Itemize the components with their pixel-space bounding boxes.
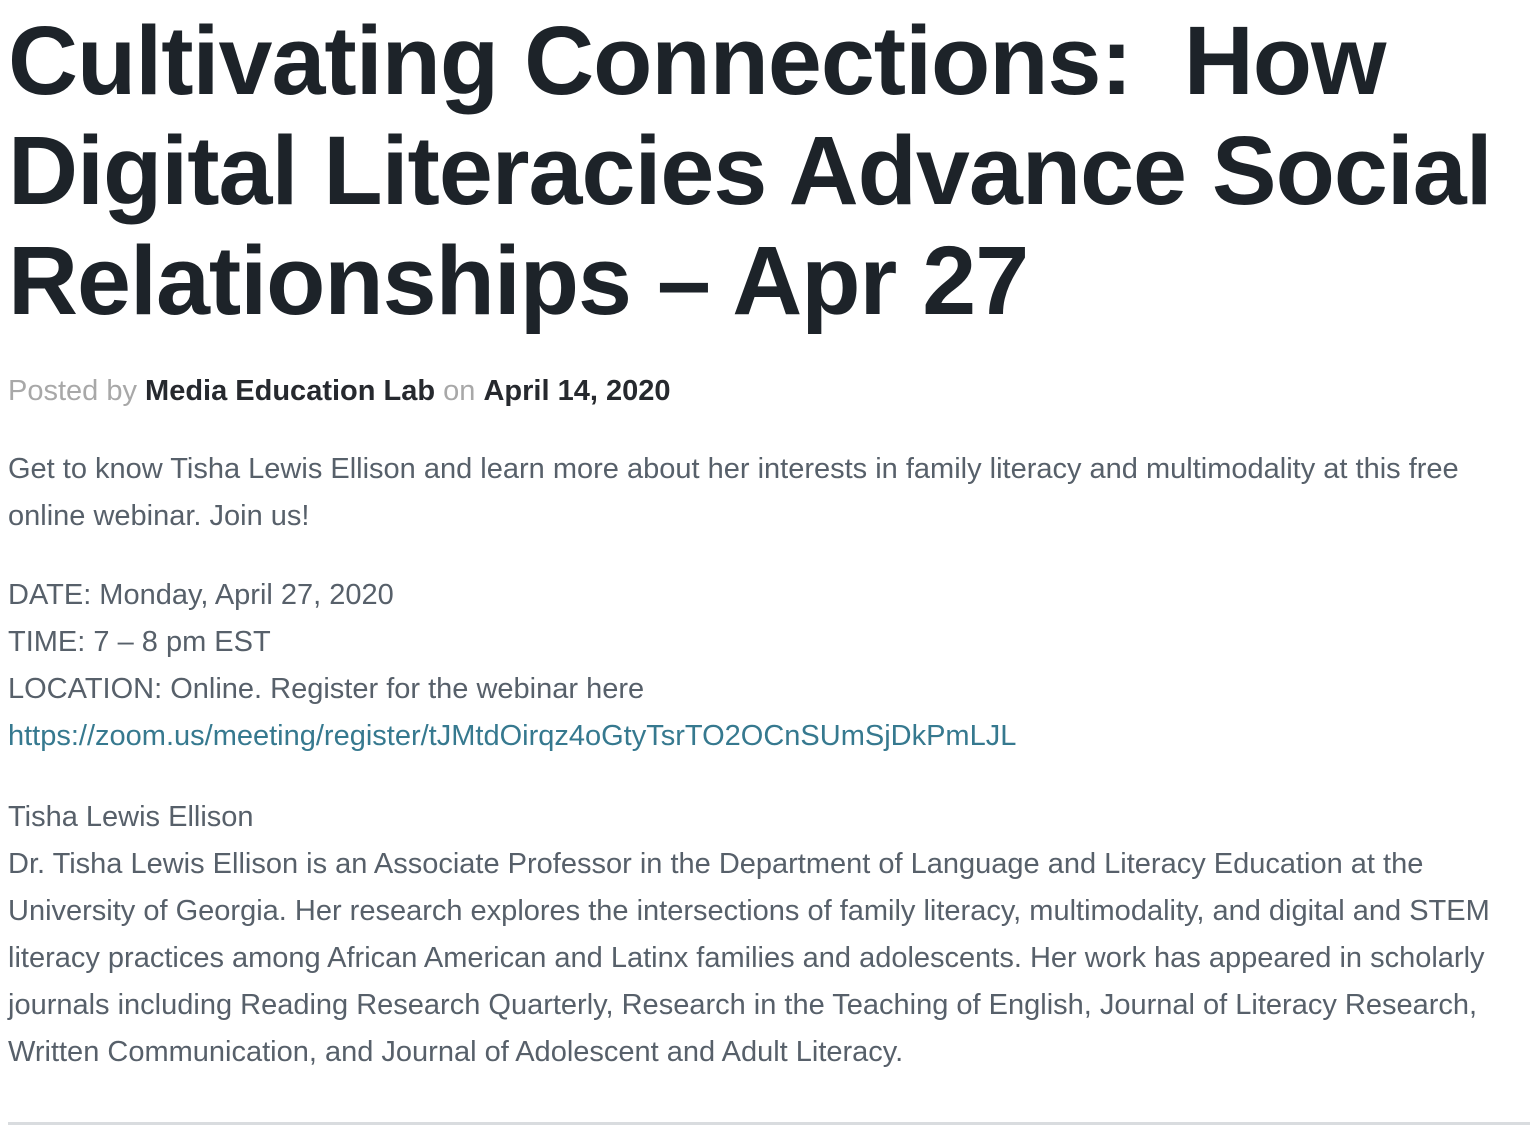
speaker-section bbox=[8, 794, 1520, 1076]
speaker-bio: Dr. Tisha Lewis Ellison is an Associate Professor in the Department of Language and Literacy Education at the University of Georgia. Her research explores the intersections of family literacy, multimodality, and digital and STEM literacy practices among African American and Latinx families and adolescents. Her work has appeared in scholarly journals including Reading Research Quarterly, Research in the Teaching of English, Journal of Literacy Research, Written Communication, and Journal of Adolescent and Adult Literacy. bbox=[8, 848, 1490, 1068]
registration-link[interactable]: https://zoom.us/meeting/register/tJMtdOirqz4oGtyTsrTO2OCnSUmSjDkPmLJL bbox=[8, 720, 1017, 752]
byline-date: April 14, 2020 bbox=[483, 375, 671, 407]
byline-prefix: Posted by bbox=[8, 375, 137, 407]
event-time: TIME: 7 – 8 pm EST bbox=[8, 626, 271, 658]
event-date: DATE: Monday, April 27, 2020 bbox=[8, 579, 394, 611]
byline bbox=[8, 373, 1520, 409]
byline-connector: on bbox=[443, 375, 476, 407]
page-bottom-divider bbox=[8, 1122, 1530, 1125]
event-location: LOCATION: Online. Register for the webinar here bbox=[8, 673, 645, 705]
event-details bbox=[8, 572, 1520, 760]
post-title: Cultivating Connections: How Digital Literacies Advance Social Relationships – Apr 27 bbox=[8, 6, 1518, 335]
intro-paragraph: Get to know Tisha Lewis Ellison and learn more about her interests in family literacy and multimodality at this free online webinar. Join us! bbox=[8, 453, 1459, 532]
byline-author: Media Education Lab bbox=[145, 375, 436, 407]
speaker-name: Tisha Lewis Ellison bbox=[8, 801, 254, 833]
